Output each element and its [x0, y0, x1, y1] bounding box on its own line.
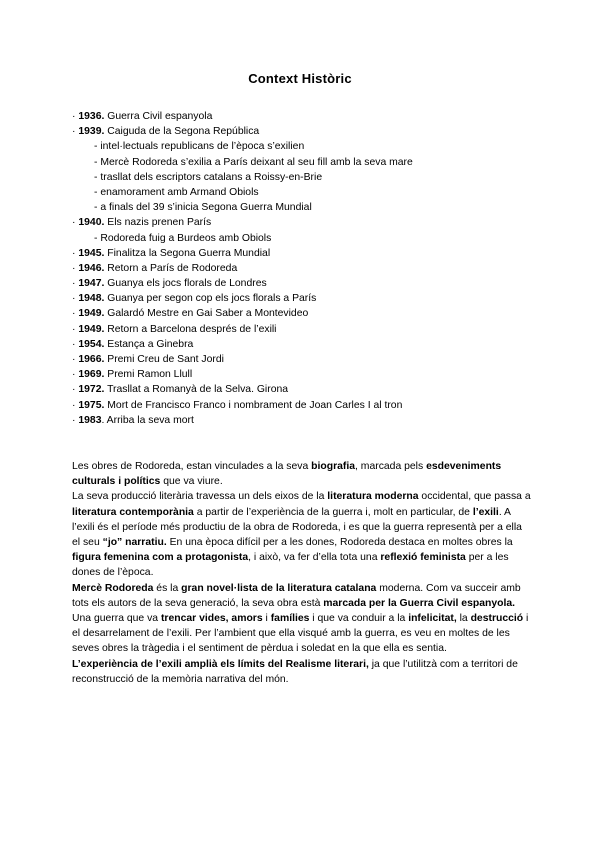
bold-text-run: l’exili [472, 506, 499, 518]
timeline-year: 1947. [78, 278, 105, 290]
timeline-list [72, 109, 542, 428]
timeline-item [72, 352, 542, 367]
timeline-year: 1949. [78, 323, 105, 335]
timeline-year: 1975. [78, 399, 105, 411]
timeline-year: 1946. [78, 262, 105, 274]
timeline-item [72, 367, 542, 382]
body-paragraph [72, 459, 532, 489]
bold-text-run: L’experiència de l’exili amplià els límits del Realisme literari, [72, 658, 369, 670]
text-run: , marcada pels [355, 461, 427, 472]
text-run: Una guerra que va [72, 613, 161, 625]
timeline-bullet: · [72, 323, 79, 335]
timeline-text: . Arriba la seva mort [101, 414, 194, 426]
timeline-bullet: · [72, 126, 79, 138]
timeline-text: Trasllat a Romanyà de la Selva. Girona [104, 384, 289, 396]
bold-text-run: infelicitat, [408, 613, 457, 625]
timeline-text: Finalitza la Segona Guerra Mundial [104, 247, 271, 259]
timeline-text: Premi Ramon Llull [104, 369, 193, 381]
timeline-text: Retorn a París de Rodoreda [104, 262, 238, 274]
timeline-item [72, 322, 542, 337]
timeline-item [72, 398, 542, 413]
page-title: Context Històric [248, 71, 352, 86]
timeline-item [72, 276, 542, 291]
bold-text-run: figura femenina com a protagonista [72, 552, 249, 564]
timeline-text: Els nazis prenen París [104, 217, 212, 229]
timeline-year: 1972. [78, 384, 105, 396]
text-run: que va viure. [160, 476, 223, 488]
timeline-item [72, 382, 542, 397]
timeline-subitem: - Rodoreda fuig a Burdeos amb Obiols [94, 232, 272, 244]
timeline-year: 1949. [78, 308, 105, 320]
text-run: per a les dones de l’època. [72, 552, 509, 579]
body-paragraph [72, 489, 532, 580]
timeline-bullet: · [72, 308, 79, 320]
timeline-subitem: - Mercè Rodoreda s’exilia a París deixant al seu fill amb la seva mare [94, 156, 413, 168]
text-run: és la [153, 582, 182, 594]
timeline-item [72, 261, 542, 276]
body-paragraph [72, 581, 532, 657]
timeline-subitem: - intel·lectuals republicans de l’època s’exilien [94, 141, 305, 153]
timeline-item [72, 124, 542, 139]
timeline-subitem: - enamorament amb Armand Obiols [94, 186, 259, 198]
timeline-subitem: - a finals del 39 s’inicia Segona Guerra Mundial [94, 202, 312, 214]
bold-text-run: reflexió feminista [380, 552, 466, 564]
timeline-bullet: · [72, 399, 79, 411]
timeline-item [72, 413, 542, 428]
timeline-bullet: · [72, 338, 79, 350]
bold-text-run: destrucció [470, 613, 524, 625]
bold-text-run: famílies [270, 613, 310, 625]
timeline-bullet: · [72, 262, 79, 274]
text-run: La seva producció literària travessa un dels eixos de la [72, 491, 328, 503]
timeline-item [72, 215, 542, 230]
text-run: ja que l’utilitzà com a territori de reconstrucció de la memòria narrativa del món. [72, 658, 518, 685]
text-run: la [456, 613, 471, 625]
timeline-year: 1936. [78, 111, 105, 122]
bold-text-run: biografia [311, 461, 356, 472]
timeline-text: Guanya per segon cop els jocs florals a París [104, 293, 317, 305]
timeline-text: Guerra Civil espanyola [104, 111, 213, 122]
text-run: occidental, que passa a [418, 491, 531, 503]
timeline-year: 1940. [78, 217, 105, 229]
bold-text-run: “jo” narratiu. [102, 537, 167, 549]
timeline-year: 1969. [78, 369, 105, 381]
text-run: . A l’exili és el període més productiu de la obra de Rodoreda, i es que la guerra representà per a ella el seu [72, 506, 522, 549]
bold-text-run: Mercè Rodoreda [72, 582, 154, 594]
timeline-item [72, 306, 542, 321]
timeline-text: Galardó Mestre en Gai Saber a Montevideo [104, 308, 309, 320]
timeline-text: Retorn a Barcelona després de l’exili [104, 323, 277, 335]
timeline-year: 1954. [78, 338, 105, 350]
bold-text-run: gran novel·lista de la literatura catalana [181, 582, 377, 594]
timeline-year: 1948. [78, 293, 105, 305]
timeline-year: 1939. [78, 126, 105, 138]
text-run: i que va conduir a la [309, 613, 409, 625]
text-run: i el desarrelament de l’exili. Per l’ambient que ella visqué amb la guerra, es veu en moltes de les seves obres la tràgedia i el sentiment de pèrdua i soledat en la que ella es sentia. [72, 613, 529, 655]
timeline-bullet: · [72, 414, 79, 426]
timeline-text: Mort de Francisco Franco i nombrament de Joan Carles I al tron [104, 399, 403, 411]
timeline-bullet: · [72, 354, 79, 365]
timeline-bullet: · [72, 293, 79, 305]
bold-text-run: marcada per la Guerra Civil espanyola. [323, 597, 516, 609]
timeline-bullet: · [72, 384, 79, 396]
text-run: Les obres de Rodoreda, estan vinculades a la seva [72, 461, 312, 472]
timeline-bullet: · [72, 247, 79, 259]
timeline-bullet: · [72, 111, 79, 122]
timeline-item [72, 337, 542, 352]
text-run: i [262, 613, 271, 625]
timeline-year: 1983 [78, 414, 102, 426]
timeline-year: 1966. [78, 354, 105, 365]
timeline-text: Premi Creu de Sant Jordi [104, 354, 224, 365]
timeline-item [72, 109, 542, 124]
timeline-subitem: - trasllat dels escriptors catalans a Roissy-en-Brie [94, 171, 323, 183]
timeline-text: Estança a Ginebra [104, 338, 194, 350]
bold-text-run: trencar vides, amors [160, 613, 263, 625]
timeline-text: Guanya els jocs florals de Londres [104, 278, 267, 290]
bold-text-run: literatura moderna [327, 491, 419, 503]
text-run: moderna. Com va succeir amb tots els autors de la seva generació, la seva obra està [72, 582, 521, 609]
timeline-text: Caiguda de la Segona República [104, 126, 260, 138]
timeline-bullet: · [72, 369, 79, 381]
bold-text-run: esdeveniments culturals i polítics [72, 461, 502, 488]
timeline-item [72, 291, 542, 306]
text-run: , i això, va fer d’ella tota una [248, 552, 381, 564]
timeline-item [72, 246, 542, 261]
body-paragraph [72, 657, 532, 687]
text-run: En una època difícil per a les dones, Rodoreda destaca en moltes obres la [166, 537, 513, 549]
timeline-bullet: · [72, 217, 79, 229]
bold-text-run: literatura contemporània [72, 506, 194, 518]
text-run: a partir de l’experiència de la guerra i, molt en particular, de [193, 506, 473, 518]
timeline-year: 1945. [78, 247, 105, 259]
body-text [72, 459, 532, 687]
timeline-bullet: · [72, 278, 79, 290]
